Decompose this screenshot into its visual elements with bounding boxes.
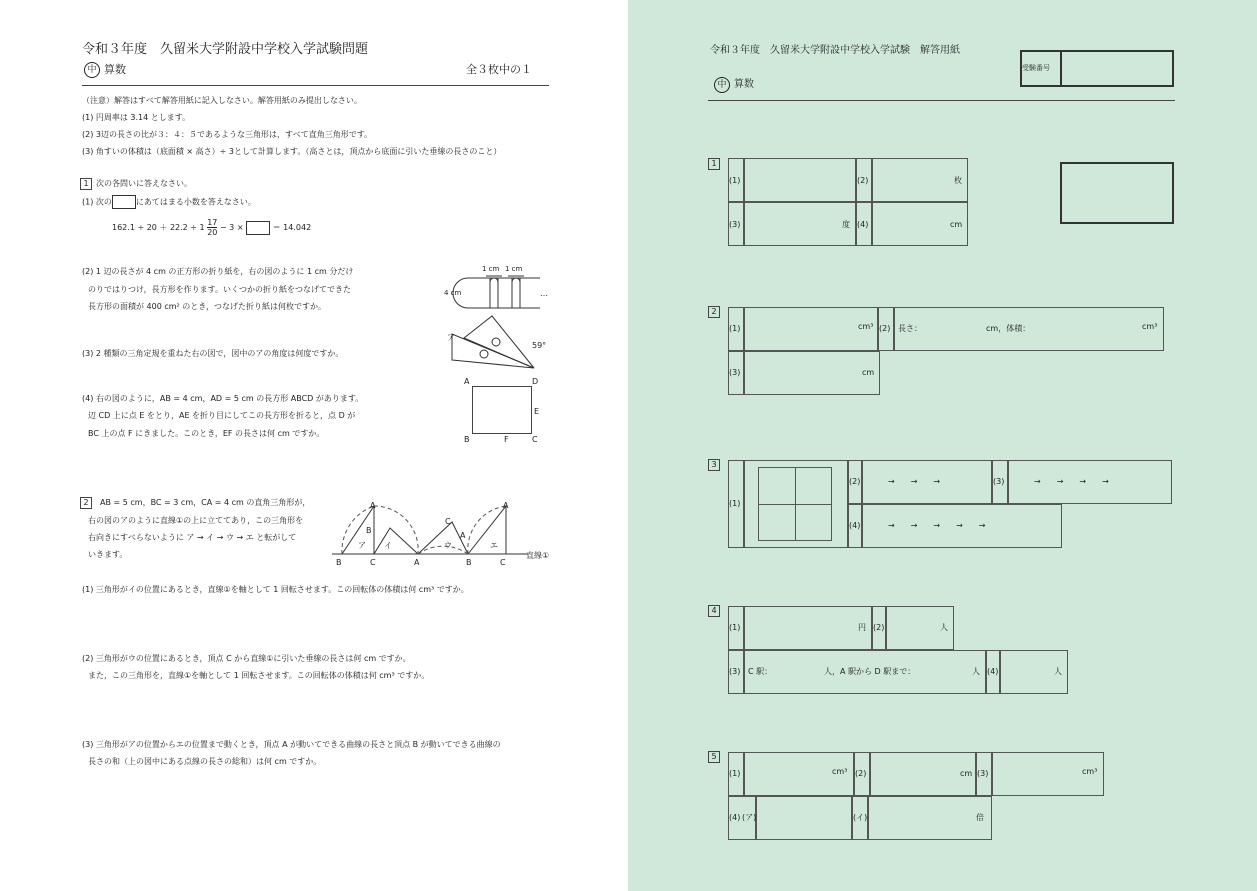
fig-q2-label: A (503, 501, 509, 510)
q1-2-text: のりではりつけ，長方形を作ります。いくつかの折り紙をつなげてできた (88, 285, 352, 294)
fig2-label: … (540, 289, 548, 298)
answer-sheet (628, 0, 1257, 891)
item-label: (1) (729, 499, 741, 508)
q1-4-text: 辺 CD 上に点 E をとり，AE を折り目にしてこの長方形を折ると，点 D が (88, 411, 356, 420)
unit-label: 倍 (976, 813, 984, 822)
unit-label: 枚 (954, 176, 962, 185)
answer-1-3[interactable] (744, 202, 856, 246)
length-label: 長さ： (898, 324, 922, 333)
fig3-label: 59° (532, 341, 547, 350)
item-label: (1) (729, 623, 741, 632)
q2-intro: いきます。 (88, 550, 128, 559)
unit-label: cm³ (832, 767, 848, 776)
item-label: (1) (729, 324, 741, 333)
q2-1-text: (1) 三角形がイの位置にあるとき，直線①を軸として 1 回転させます。この回転体の体積は何 cm³ ですか。 (82, 585, 469, 594)
q2-intro: 右向きにすべらないように ア → イ → ウ → エ と転がして (88, 533, 297, 542)
item-label: (2) (873, 623, 885, 632)
fig-q2-label: ウ (444, 541, 452, 550)
item-label: (4) (857, 220, 869, 229)
question-title: 令和３年度 久留米大学附設中学校入学試験問題 (82, 42, 369, 57)
answer-1-1[interactable] (744, 158, 856, 202)
note-line: (2) 3辺の長さの比が３：４：５であるような三角形は，すべて直角三角形です。 (82, 130, 373, 139)
subject-label: 算数 (104, 63, 126, 76)
fig-q2-label: A (370, 501, 376, 510)
answer-title: 令和３年度 久留米大学附設中学校入学試験 解答用紙 (710, 45, 960, 56)
unit-label: cm (950, 220, 963, 229)
fig4-label: D (532, 377, 539, 386)
q1-4-text: (4) 右の図のように，AB = 4 cm，AD = 5 cm の長方形 ABCD があります。 (82, 394, 364, 403)
arrow-sequence: → → → (888, 477, 941, 486)
fig4-label: A (464, 377, 470, 386)
section-number-4: 4 (708, 605, 720, 617)
unit-label: cm，体積： (986, 324, 1031, 333)
fig-q2-label: ア (358, 541, 366, 550)
item-label: (4) (729, 813, 741, 822)
fig2-label: 4 cm (444, 289, 462, 297)
q1-intro: 次の各問いに答えなさい。 (96, 179, 192, 188)
q2-2-text: また，この三角形を，直線①を軸として 1 回転させます。この回転体の体積は何 cm³ ですか。 (88, 671, 430, 680)
item-label: (3) (993, 477, 1005, 486)
item-label: (ア) (742, 813, 757, 822)
fig-q2-label: A (414, 558, 420, 567)
paper-strip-figure (440, 262, 560, 312)
item-label: (2) (879, 324, 891, 333)
fig-q2-label: C (445, 517, 451, 526)
unit-label: 度 (842, 220, 850, 229)
item-label: (3) (729, 368, 741, 377)
fig-q2-label: B (336, 558, 342, 567)
unit-label: cm (862, 368, 875, 377)
item-label: (1) (729, 176, 741, 185)
note-line: (1) 円周率は 3.14 とします。 (82, 113, 191, 122)
q2-intro: AB = 5 cm，BC = 3 cm，CA = 4 cm の直角三角形が， (100, 498, 311, 507)
question-number-2: 2 (80, 497, 92, 509)
subject-circle-mark: 中 (84, 62, 100, 78)
fig4-label: E (534, 407, 540, 416)
fig-q2-label: C (500, 558, 506, 567)
fig-q2-label: 直線① (526, 551, 550, 560)
fig2-label: 1 cm (505, 265, 523, 273)
unit-label: 人 (940, 623, 948, 632)
question-number-1: 1 (80, 178, 92, 190)
q2-intro: 右の図のアのように直線①の上に立ててあり，この三角形を (88, 516, 304, 525)
subject-circle-mark: 中 (714, 77, 730, 93)
unit-label: 人，A 駅から D 駅まで： (824, 667, 916, 676)
unit-label: 円 (858, 623, 866, 632)
header-rule (708, 100, 1175, 101)
q2-3-text: (3) 三角形がアの位置からエの位置まで動くとき，頂点 A が動いてできる曲線の長さと頂点 B が動いてできる曲線の (82, 740, 501, 749)
fig3-label: ア (447, 333, 455, 342)
unit-label: 人 (1054, 667, 1062, 676)
item-label: (3) (729, 220, 741, 229)
fig4-label: B (464, 435, 470, 444)
page-indicator: 全３枚中の１ (466, 63, 532, 76)
q1-3-text: (3) 2 種類の三角定規を重ねた右の図で，図中のアの角度は何度ですか。 (82, 349, 344, 358)
score-box (1060, 162, 1174, 224)
q2-2-text: (2) 三角形がウの位置にあるとき，頂点 C から直線①に引いた垂線の長さは何 cm ですか。 (82, 654, 411, 663)
note-line: (3) 角すいの体積は（底面積 × 高さ）÷ 3として計算します。（高さとは，頂点から底面に引いた垂線の長さのこと） (82, 147, 502, 156)
blank-box (246, 221, 270, 235)
section-number-2: 2 (708, 306, 720, 318)
unit-label: cm³ (1142, 322, 1158, 331)
unit-label: cm³ (1082, 767, 1098, 776)
unit-label: cm (960, 769, 973, 778)
answer-5-4a[interactable] (756, 796, 852, 840)
fig-q2-label: エ (490, 541, 498, 550)
note-line: （注意）解答はすべて解答用紙に記入しなさい。解答用紙のみ提出しなさい。 (82, 96, 362, 105)
fig4-label: C (532, 435, 538, 444)
arrow-sequence: → → → → → (888, 521, 986, 530)
item-label: (2) (849, 477, 861, 486)
item-label: (4) (849, 521, 861, 530)
fig-q2-label: イ (384, 541, 392, 550)
q1-1-expression: 162.1 ÷ 20 ＋ 22.2 ÷ 1 $\frac{17}{20}$ − 3 × ＝ 14.042 (112, 218, 312, 237)
fig4-label: F (504, 435, 509, 444)
answer-5-4b[interactable] (868, 796, 992, 840)
item-label: (3) (977, 769, 989, 778)
fig-q2-label: B (366, 526, 372, 535)
item-label: (4) (987, 667, 999, 676)
q2-3-text: 長さの和（上の図中にある点線の長さの総和）は何 cm ですか。 (88, 757, 322, 766)
question-sheet (0, 0, 628, 891)
q1-4-text: BC 上の点 F にきました。このとき，EF の長さは何 cm ですか。 (88, 429, 325, 438)
fig-q2-label: B (466, 558, 472, 567)
q1-1-text: (1) 次の にあてはまる小数を答えなさい。 (82, 195, 256, 209)
exam-number-label: 受験番号 (1022, 64, 1050, 72)
item-label: (3) (729, 667, 741, 676)
item-label: (1) (729, 769, 741, 778)
subject-label: 算数 (734, 79, 754, 90)
q1-2-text: 長方形の面積が 400 cm² のとき，つなげた折り紙は何枚ですか。 (88, 302, 326, 311)
answer-4-1[interactable] (744, 606, 872, 650)
blank-box (112, 195, 136, 209)
arrow-sequence: → → → → (1034, 477, 1109, 486)
fig-q2-label: C (370, 558, 376, 567)
fig2-label: 1 cm (482, 265, 500, 273)
header-rule (82, 85, 549, 86)
fig-q2-label: A (460, 531, 466, 540)
rectangle-abcd (472, 386, 532, 434)
section-number-3: 3 (708, 459, 720, 471)
item-label: (2) (857, 176, 869, 185)
unit-label: cm³ (858, 322, 874, 331)
section-number-5: 5 (708, 751, 720, 763)
item-label: (イ) (853, 813, 868, 822)
answer-2-3[interactable] (744, 351, 880, 395)
station-c-label: C 駅： (748, 667, 773, 676)
section-number-1: 1 (708, 158, 720, 170)
q1-2-text: (2) 1 辺の長さが 4 cm の正方形の折り紙を，右の図のように 1 cm 分だけ (82, 267, 354, 276)
item-label: (2) (855, 769, 867, 778)
exam-number-field[interactable] (1062, 52, 1172, 85)
unit-label: 人 (972, 667, 980, 676)
